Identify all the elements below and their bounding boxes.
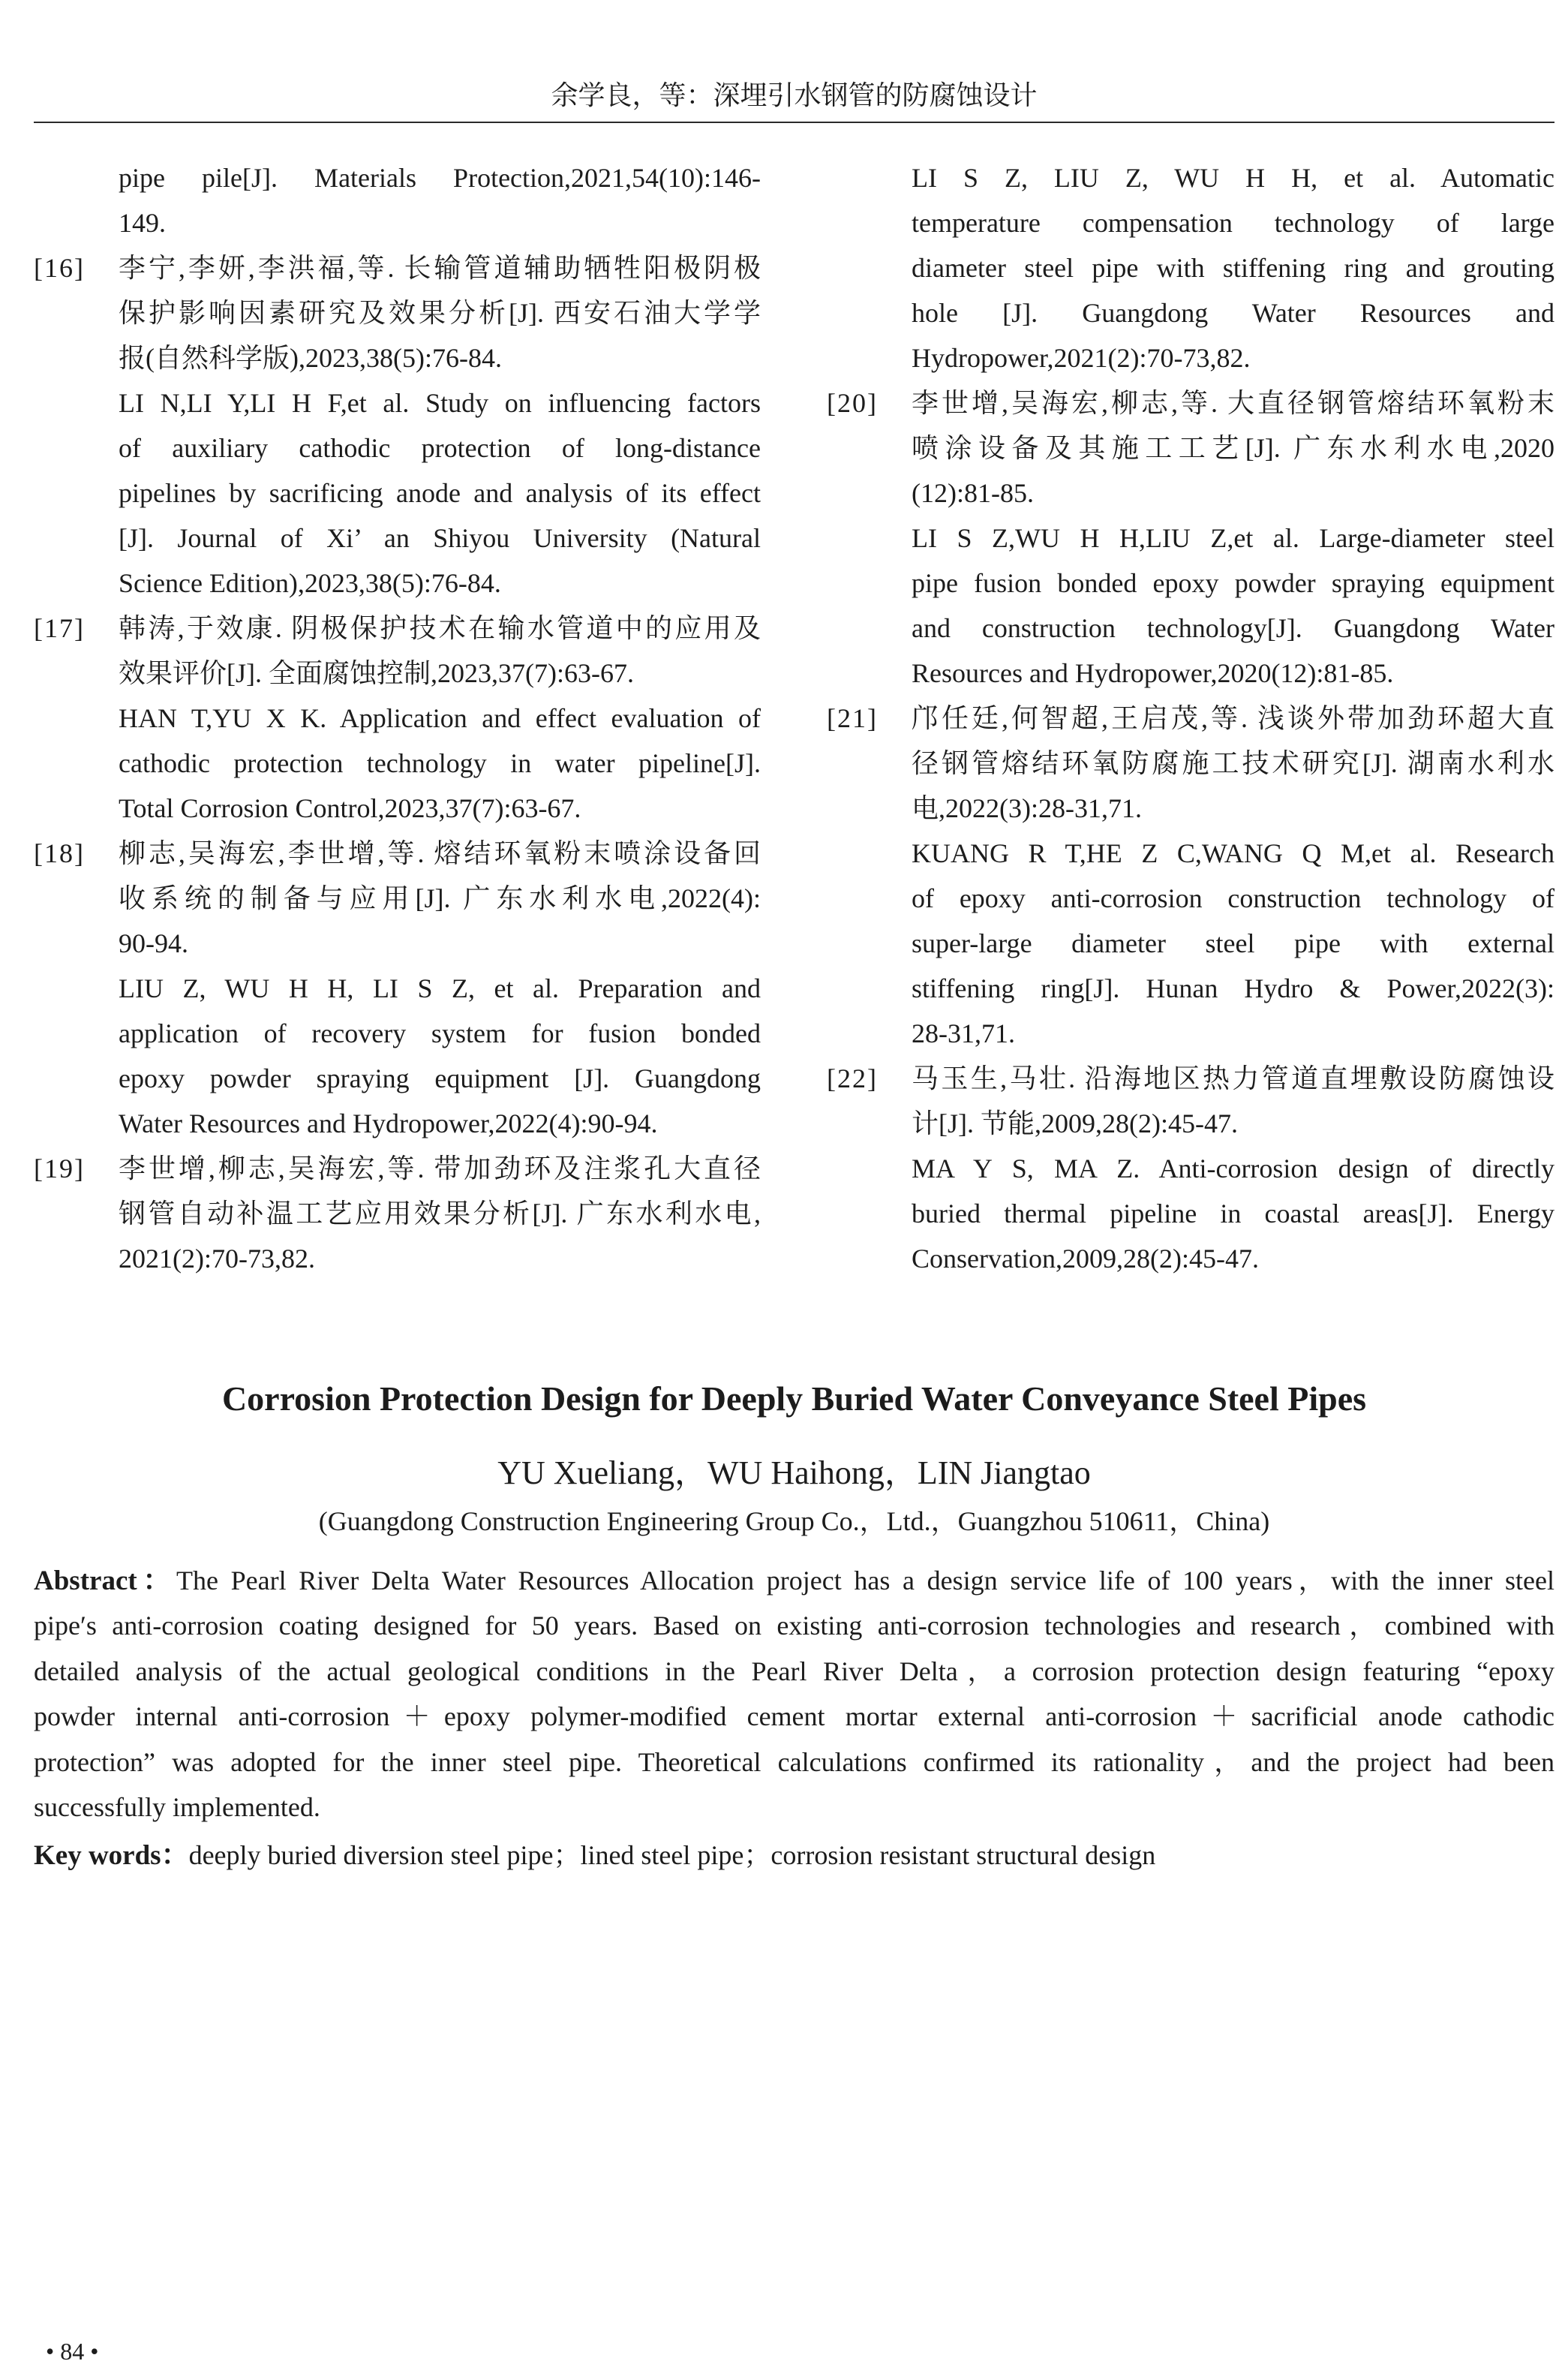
abstract-line: successfully implemented.	[34, 1791, 320, 1822]
reference-line: 计[J]. 节能,2009,28(2):45-47.	[912, 1108, 1238, 1138]
reference-line: 喷涂设备及其施工工艺[J]. 广东水利水电,2020	[912, 433, 1554, 463]
reference-line: (12):81-85.	[912, 478, 1034, 508]
reference-line: Science Edition),2023,38(5):76-84.	[119, 568, 501, 598]
reference-entry	[827, 1056, 1554, 1146]
reference-line: stiffening ring[J]. Hunan Hydro & Power,2022(3):	[912, 973, 1554, 1003]
keywords-text: deeply buried diversion steel pipe；lined steel pipe；corrosion resistant structural design	[188, 1840, 1156, 1870]
reference-entry	[34, 831, 761, 966]
reference-number: [20]	[827, 388, 878, 418]
reference-line: Total Corrosion Control,2023,37(7):63-67.	[119, 793, 581, 823]
reference-number: [17]	[34, 613, 85, 643]
reference-line: 报(自然科学版),2023,38(5):76-84.	[119, 343, 502, 373]
reference-line: 保护影响因素研究及效果分析[J]. 西安石油大学学	[119, 298, 761, 328]
reference-line: KUANG R T,HE Z C,WANG Q M,et al. Research	[912, 838, 1554, 868]
reference-line: 钢管自动补温工艺应用效果分析[J]. 广东水利水电,	[119, 1199, 761, 1229]
reference-entry	[827, 516, 1554, 696]
references-left-column	[34, 155, 761, 1281]
reference-entry	[34, 696, 761, 831]
page-number: • 84 •	[46, 2338, 99, 2365]
reference-line: epoxy powder spraying equipment [J]. Guangdong	[119, 1063, 761, 1093]
abstract-label: Abstract：	[34, 1565, 176, 1596]
reference-line: pipelines by sacrificing anode and analysis of its effect	[119, 478, 761, 508]
reference-number: [22]	[827, 1063, 878, 1093]
reference-number: [21]	[827, 703, 878, 733]
reference-line: 28-31,71.	[912, 1018, 1015, 1048]
abstract-section	[34, 1558, 1554, 1830]
reference-line: temperature compensation technology of large	[912, 208, 1554, 238]
reference-line: Conservation,2009,28(2):45-47.	[912, 1244, 1259, 1274]
reference-number: [18]	[34, 838, 85, 868]
reference-entry	[827, 696, 1554, 831]
reference-line: 韩涛,于效康. 阴极保护技术在输水管道中的应用及	[119, 613, 761, 643]
reference-line: of auxiliary cathodic protection of long-distance	[119, 433, 761, 463]
reference-line: LIU Z, WU H H, LI S Z, et al. Preparation and	[119, 973, 761, 1003]
reference-line: super-large diameter steel pipe with external	[912, 928, 1554, 958]
reference-line: 邝任廷,何智超,王启茂,等. 浅谈外带加劲环超大直	[912, 703, 1554, 733]
reference-number: [16]	[34, 253, 85, 283]
keywords-label: Key words：	[34, 1840, 189, 1871]
abstract-line: protection” was adopted for the inner steel pipe. Theoretical calculations confirmed its rationality，and the project had been	[34, 1746, 1554, 1777]
reference-line: [J]. Journal of Xi’ an Shiyou University (Natural	[119, 523, 761, 553]
reference-entry	[34, 155, 761, 245]
reference-entry	[34, 245, 761, 380]
reference-line: application of recovery system for fusion bonded	[119, 1018, 761, 1048]
reference-line: 柳志,吴海宏,李世增,等. 熔结环氧粉末喷涂设备回	[119, 838, 761, 868]
reference-line: 马玉生,马壮. 沿海地区热力管道直埋敷设防腐蚀设	[912, 1063, 1554, 1093]
reference-line: 2021(2):70-73,82.	[119, 1244, 315, 1274]
reference-entry	[34, 380, 761, 606]
reference-line: 李世增,吴海宏,柳志,等. 大直径钢管熔结环氧粉末	[912, 388, 1554, 418]
keywords-section	[34, 1833, 1554, 1878]
reference-line: Water Resources and Hydropower,2022(4):90-94.	[119, 1108, 658, 1138]
reference-line: LI N,LI Y,LI H F,et al. Study on influencing factors	[119, 388, 761, 418]
reference-entry	[34, 606, 761, 696]
reference-number: [19]	[34, 1153, 85, 1183]
author-list: YU Xueliang，WU Haihong，LIN Jiangtao	[497, 1454, 1091, 1491]
abstract-line: powder internal anti-corrosion＋epoxy polymer-modified cement mortar external anti-corrosion＋sacrificial anode cathodic	[34, 1701, 1554, 1732]
reference-line: and construction technology[J]. Guangdong Water	[912, 613, 1554, 643]
abstract-line: pipe′s anti-corrosion coating designed for 50 years. Based on existing anti-corrosion technologies and research，combined with	[34, 1611, 1554, 1641]
reference-line: 李宁,李妍,李洪福,等. 长输管道辅助牺牲阳极阴极	[119, 253, 761, 283]
reference-line: MA Y S, MA Z. Anti-corrosion design of directly	[912, 1153, 1554, 1183]
abstract-line: detailed analysis of the actual geological conditions in the Pearl River Delta，a corrosion protection design featuring “epoxy	[34, 1656, 1554, 1686]
reference-entry	[827, 831, 1554, 1056]
reference-entry	[34, 966, 761, 1146]
reference-entry	[827, 1146, 1554, 1281]
paper-title-en: Corrosion Protection Design for Deeply Buried Water Conveyance Steel Pipes	[221, 1379, 1367, 1418]
reference-line: 电,2022(3):28-31,71.	[912, 793, 1142, 823]
abstract-line	[34, 1558, 1554, 1603]
reference-line: LI S Z,WU H H,LIU Z,et al. Large-diameter steel	[912, 523, 1554, 553]
reference-line: 径钢管熔结环氧防腐施工技术研究[J]. 湖南水利水	[912, 748, 1554, 778]
reference-line: cathodic protection technology in water pipeline[J].	[119, 748, 761, 778]
reference-line: Hydropower,2021(2):70-73,82.	[912, 343, 1251, 373]
reference-entry	[827, 155, 1554, 380]
reference-line: Resources and Hydropower,2020(12):81-85.	[912, 658, 1394, 688]
reference-line: pipe fusion bonded epoxy powder spraying equipment	[912, 568, 1554, 598]
reference-line: LI S Z, LIU Z, WU H H, et al. Automatic	[912, 163, 1554, 193]
reference-line: hole [J]. Guangdong Water Resources and	[912, 298, 1554, 328]
reference-entry	[827, 380, 1554, 516]
running-header: 余学良，等：深埋引水钢管的防腐蚀设计	[551, 80, 1038, 110]
references-right-column	[827, 155, 1554, 1281]
reference-line: pipe pile[J]. Materials Protection,2021,54(10):146-	[119, 163, 761, 193]
header-rule	[34, 122, 1554, 123]
reference-line: 效果评价[J]. 全面腐蚀控制,2023,37(7):63-67.	[119, 658, 634, 688]
reference-line: 149.	[119, 208, 166, 238]
reference-line: diameter steel pipe with stiffening ring and grouting	[912, 253, 1554, 283]
reference-line: 李世增,柳志,吴海宏,等. 带加劲环及注浆孔大直径	[119, 1153, 761, 1183]
reference-line: 收系统的制备与应用[J]. 广东水利水电,2022(4):	[119, 883, 761, 913]
abstract-text: The Pearl River Delta Water Resources Allocation project has a design service life of 100 years，with the inner steel	[176, 1565, 1554, 1596]
reference-entry	[34, 1146, 761, 1281]
reference-line: of epoxy anti-corrosion construction technology of	[912, 883, 1554, 913]
author-affiliation: (Guangdong Construction Engineering Group Co.，Ltd.，Guangzhou 510611，China)	[318, 1506, 1270, 1536]
reference-line: buried thermal pipeline in coastal areas[J]. Energy	[912, 1199, 1554, 1229]
reference-line: 90-94.	[119, 928, 188, 958]
reference-line: HAN T,YU X K. Application and effect evaluation of	[119, 703, 761, 733]
